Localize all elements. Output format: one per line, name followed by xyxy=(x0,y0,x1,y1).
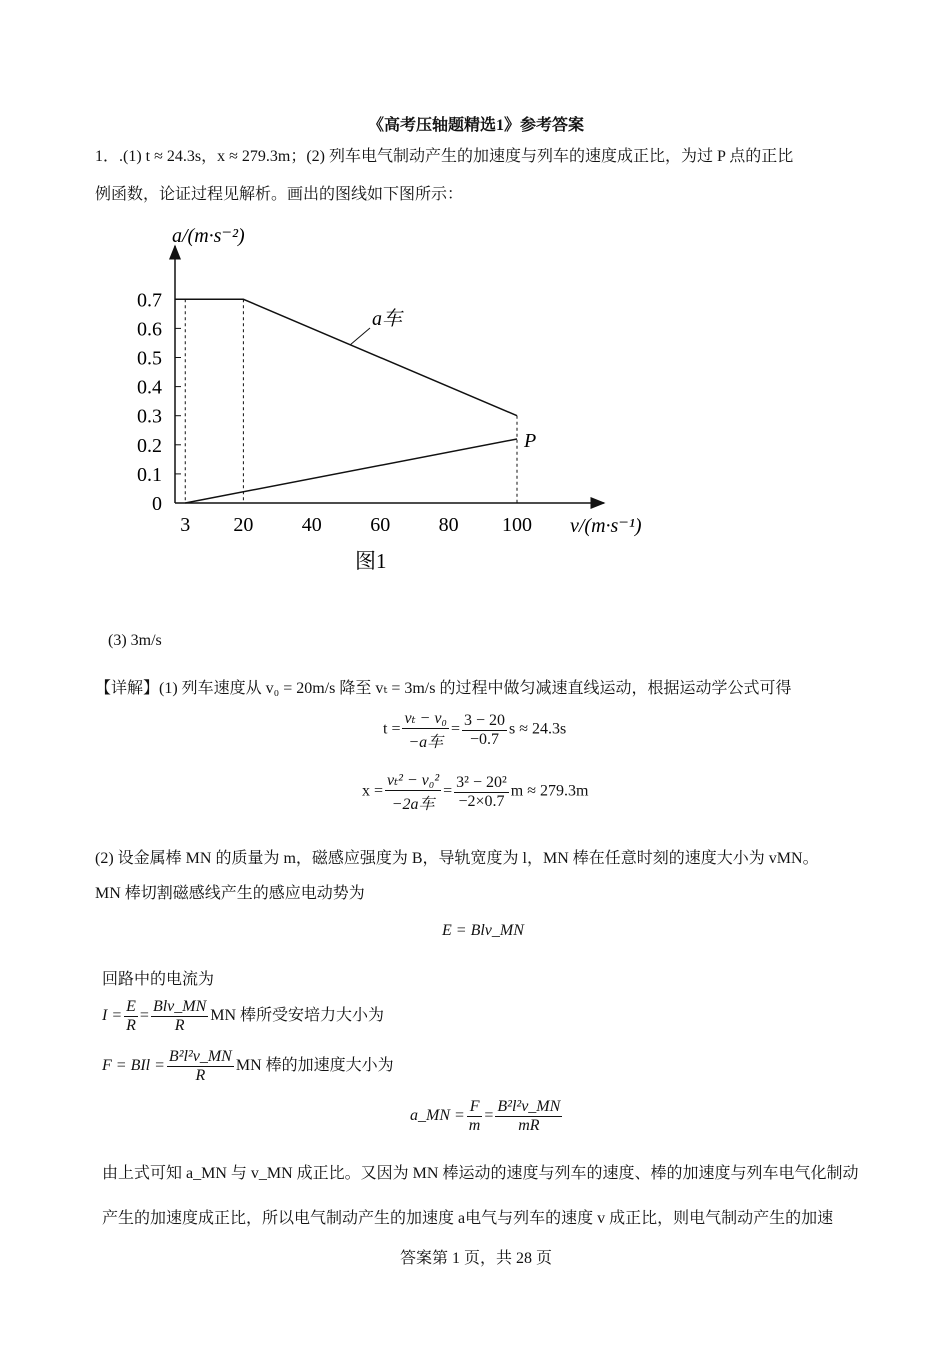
conclusion-line-2: 产生的加速度成正比，所以电气制动产生的加速度 a电气与列车的速度 v 成正比，则电气制动产生的加速 xyxy=(102,1210,834,1227)
y-tick-label: 0.6 xyxy=(137,318,162,341)
y-tick-label: 0.5 xyxy=(137,347,162,370)
a-car-leader-line xyxy=(350,328,370,345)
y-tick-label: 0.7 xyxy=(137,289,162,312)
equation-force: F = BIl = $\frac{\text{B²l²v\_MN}}{R}$ MN 棒的加速度大小为 xyxy=(102,1048,394,1084)
equation-t: t = $\frac{\text{vₜ − v₀}}{\text{−a车}}$ = $\frac{3 - 20}{-0.7}$ s ≈ 24.3s xyxy=(383,710,567,751)
answer-line-2: 例函数，论证过程见解析。画出的图线如下图所示： xyxy=(95,186,464,203)
x-tick-label: 60 xyxy=(370,514,391,536)
x-tick-label: 100 xyxy=(502,514,532,536)
part-3-answer: (3) 3m/s xyxy=(108,632,162,649)
conclusion-line-1: 由上式可知 a_MN 与 v_MN 成正比。又因为 MN 棒运动的速度与列车的速度、棒的加速度与列车电气化制动 xyxy=(102,1165,859,1182)
x-axis-label: v/(m·s⁻¹) xyxy=(570,515,642,537)
x-tick-label: 40 xyxy=(301,514,322,536)
page-footer: 答案第 1 页，共 28 页 xyxy=(399,1250,552,1267)
series-line xyxy=(175,299,517,415)
detail-intro: 【详解】(1) 列车速度从 v₀ = 20m/s 降至 vₜ = 3m/s 的过程中做匀减速直线运动，根据运动学公式可得 xyxy=(95,680,792,697)
part-2-line-1: (2) 设金属棒 MN 的质量为 m，磁感应强度为 B，导轨宽度为 l，MN 棒在任意时刻的速度大小为 vMN。 xyxy=(95,850,819,867)
equation-current: I = $\frac{E}{R}$ = $\frac{\text{Blv\_MN}}{R}$ MN 棒所受安培力大小为 xyxy=(102,998,385,1034)
equation-emf: E = Blv_MN xyxy=(442,922,524,939)
y-tick-label: 0.4 xyxy=(137,376,162,399)
page-title: 《高考压轴题精选1》参考答案 xyxy=(367,117,584,134)
equation-x: x = $\frac{\text{vₜ² − v₀²}}{\text{−2a车}}$ = $\frac{\text{3² − 20²}}{-2\times 0.7}$ m ≈ 279.3m xyxy=(362,772,589,813)
series-line xyxy=(185,439,517,503)
y-tick-label: 0.3 xyxy=(137,405,162,428)
x-tick-label: 3 xyxy=(180,514,191,536)
figure-1-chart xyxy=(0,0,952,600)
x-tick-label: 20 xyxy=(233,514,254,536)
y-tick-label: 0 xyxy=(152,493,162,515)
part-2-line-2: MN 棒切割磁感线产生的感应电动势为 xyxy=(95,885,365,902)
a-car-label: a车 xyxy=(372,308,402,330)
figure-caption: 图1 xyxy=(355,549,387,573)
current-text: 回路中的电流为 xyxy=(102,971,215,988)
x-tick-label: 80 xyxy=(438,514,459,536)
y-axis-label: a/(m·s⁻²) xyxy=(172,225,245,247)
equation-acceleration: a_MN = $\frac{F}{m}$ = $\frac{\text{B²l²v\_MN}}{mR}$ xyxy=(410,1098,561,1134)
y-tick-label: 0.1 xyxy=(137,463,162,486)
y-tick-label: 0.2 xyxy=(137,434,162,457)
point-p-label: P xyxy=(524,430,537,452)
answer-line-1: 1．.(1) t ≈ 24.3s，x ≈ 279.3m；(2) 列车电气制动产生的加速度与列车的速度成正比，为过 P 点的正比 xyxy=(95,148,794,165)
